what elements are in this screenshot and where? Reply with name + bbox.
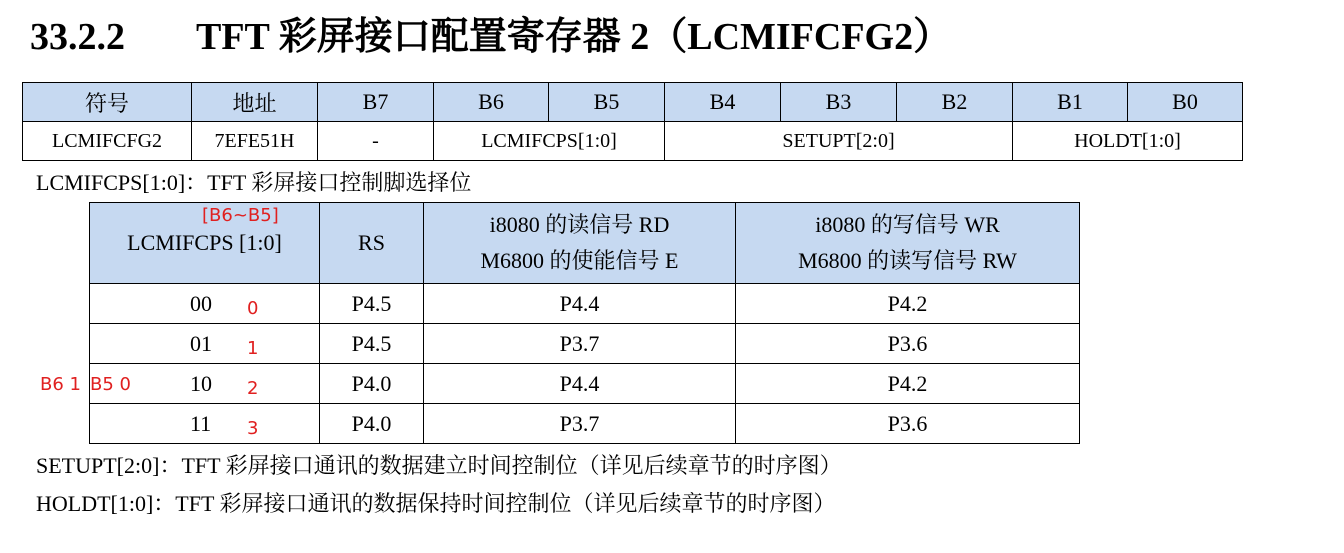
header-rs: RS <box>320 203 424 284</box>
code-cell <box>90 404 320 444</box>
code-annotation: 3 <box>247 418 259 439</box>
rd-pin: P3.7 <box>424 324 736 364</box>
field-lcmifcps: LCMIFCPS[1:0] <box>434 122 665 161</box>
field-holdt: HOLDT[1:0] <box>1013 122 1243 161</box>
rd-pin: P3.7 <box>424 404 736 444</box>
header-b5: B5 <box>549 83 665 122</box>
bit-b7: - <box>318 122 434 161</box>
rs-pin: P4.5 <box>320 324 424 364</box>
code-value: 10 <box>190 371 212 396</box>
header-b2: B2 <box>897 83 1013 122</box>
pin-select-header-row <box>90 203 1080 284</box>
rs-pin: P4.0 <box>320 404 424 444</box>
header-rd-e <box>424 203 736 284</box>
code-value: 00 <box>190 291 212 316</box>
table-row <box>90 284 1080 324</box>
wr-pin: P3.6 <box>736 324 1080 364</box>
header-rd-line: i8080 的读信号 RD <box>489 212 670 237</box>
lcmifcps-description: LCMIFCPS[1:0]：TFT 彩屏接口控制脚选择位 <box>36 170 472 195</box>
header-b4: B4 <box>665 83 781 122</box>
table-row <box>90 404 1080 444</box>
code-annotation: 1 <box>247 338 259 359</box>
rs-pin: P4.0 <box>320 364 424 404</box>
header-symbol: 符号 <box>23 83 192 122</box>
register-value-row <box>23 122 1243 161</box>
wr-pin: P4.2 <box>736 284 1080 324</box>
code-cell <box>90 324 320 364</box>
b5-annotation: B5 0 <box>90 374 131 395</box>
bit-range-annotation: [B6~B5] <box>202 205 279 226</box>
header-lcmifcps-label: LCMIFCPS [1:0] <box>127 230 282 255</box>
table-row <box>90 324 1080 364</box>
code-cell <box>90 284 320 324</box>
wr-pin: P4.2 <box>736 364 1080 404</box>
b6-annotation: B6 1 <box>40 374 81 395</box>
rd-pin: P4.4 <box>424 364 736 404</box>
rs-pin: P4.5 <box>320 284 424 324</box>
header-b3: B3 <box>781 83 897 122</box>
setupt-description: SETUPT[2:0]：TFT 彩屏接口通讯的数据建立时间控制位（详见后续章节的时序图） <box>36 453 842 478</box>
header-rw-line: M6800 的读写信号 RW <box>798 248 1017 273</box>
header-b0: B0 <box>1128 83 1243 122</box>
code-value: 11 <box>190 411 212 436</box>
section-title: TFT 彩屏接口配置寄存器 2（LCMIFCFG2） <box>196 16 952 58</box>
header-b7: B7 <box>318 83 434 122</box>
section-number: 33.2.2 <box>30 16 125 58</box>
header-lcmifcps <box>90 203 320 284</box>
header-address: 地址 <box>192 83 318 122</box>
holdt-description: HOLDT[1:0]：TFT 彩屏接口通讯的数据保持时间控制位（详见后续章节的时序图） <box>36 491 836 516</box>
section-heading <box>30 12 951 62</box>
register-header-row <box>23 83 1243 122</box>
register-address: 7EFE51H <box>192 122 318 161</box>
register-table <box>22 82 1243 161</box>
header-wr-rw <box>736 203 1080 284</box>
wr-pin: P3.6 <box>736 404 1080 444</box>
rd-pin: P4.4 <box>424 284 736 324</box>
field-setupt: SETUPT[2:0] <box>665 122 1013 161</box>
code-annotation: 2 <box>247 378 259 399</box>
code-value: 01 <box>190 331 212 356</box>
header-e-line: M6800 的使能信号 E <box>480 248 679 273</box>
code-annotation: 0 <box>247 298 259 319</box>
header-b6: B6 <box>434 83 549 122</box>
header-b1: B1 <box>1013 83 1128 122</box>
header-wr-line: i8080 的写信号 WR <box>815 212 1000 237</box>
register-symbol: LCMIFCFG2 <box>23 122 192 161</box>
table-row <box>90 364 1080 404</box>
pin-select-table <box>89 202 1080 444</box>
